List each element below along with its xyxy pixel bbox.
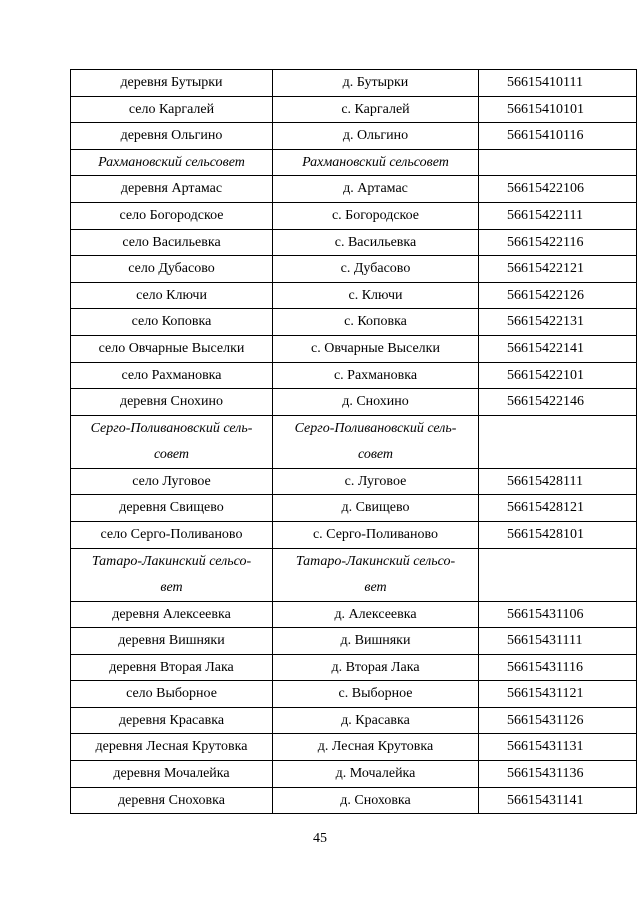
table-row (71, 601, 637, 628)
code-cell: 56615431116 (479, 654, 637, 681)
table-row (71, 787, 637, 814)
table-row (71, 256, 637, 283)
short-name-cell: д. Вишняки (273, 628, 479, 655)
table-row (71, 495, 637, 522)
table-row (71, 362, 637, 389)
cell-line: вет (364, 579, 387, 595)
council-name-cell (71, 415, 273, 468)
code-cell: 56615431131 (479, 734, 637, 761)
council-name-cell (71, 149, 273, 176)
code-cell: 56615422121 (479, 256, 637, 283)
code-cell: 56615410116 (479, 123, 637, 150)
full-name-cell: деревня Мочалейка (71, 761, 273, 788)
table-row (71, 96, 637, 123)
short-name-cell: с. Дубасово (273, 256, 479, 283)
short-name-cell: д. Артамас (273, 176, 479, 203)
short-name-cell: с. Рахмановка (273, 362, 479, 389)
code-cell: 56615431136 (479, 761, 637, 788)
full-name-cell: село Дубасово (71, 256, 273, 283)
short-name-cell: д. Ольгино (273, 123, 479, 150)
table-row (71, 70, 637, 97)
short-name-cell: д. Вторая Лака (273, 654, 479, 681)
table-row (71, 707, 637, 734)
cell-line: вет (160, 579, 183, 595)
short-name-cell: д. Алексеевка (273, 601, 479, 628)
full-name-cell: село Коповка (71, 309, 273, 336)
table-row (71, 389, 637, 416)
full-name-cell: деревня Красавка (71, 707, 273, 734)
short-name-cell: с. Овчарные Выселки (273, 335, 479, 362)
short-name-cell: д. Снохино (273, 389, 479, 416)
council-row (71, 149, 637, 176)
short-name-cell: д. Бутырки (273, 70, 479, 97)
cell-line: Серго-Поливановский сель- (90, 420, 253, 436)
table-row (71, 628, 637, 655)
council-name-cell (71, 548, 273, 601)
full-name-cell: село Ключи (71, 282, 273, 309)
table-row (71, 468, 637, 495)
short-name-cell: д. Сноховка (273, 787, 479, 814)
code-cell: 56615422131 (479, 309, 637, 336)
council-row (71, 415, 637, 468)
table-row (71, 734, 637, 761)
cell-line: Татаро-Лакинский сельсо- (91, 553, 252, 569)
code-cell: 56615422126 (479, 282, 637, 309)
code-cell: 56615431106 (479, 601, 637, 628)
cell-line: Рахмановский сельсовет (302, 154, 449, 170)
code-cell (479, 548, 637, 601)
full-name-cell: село Овчарные Выселки (71, 335, 273, 362)
full-name-cell: деревня Вишняки (71, 628, 273, 655)
short-name-cell: с. Выборное (273, 681, 479, 708)
code-cell: 56615428111 (479, 468, 637, 495)
full-name-cell: деревня Вторая Лака (71, 654, 273, 681)
table-row (71, 521, 637, 548)
table-row (71, 229, 637, 256)
code-cell: 56615422111 (479, 202, 637, 229)
table-row (71, 654, 637, 681)
code-cell: 56615428101 (479, 521, 637, 548)
short-name-cell: д. Красавка (273, 707, 479, 734)
cell-line: совет (357, 446, 394, 462)
full-name-cell: деревня Артамас (71, 176, 273, 203)
code-cell: 56615410111 (479, 70, 637, 97)
cell-line: Рахмановский сельсовет (98, 154, 245, 170)
table-row (71, 282, 637, 309)
full-name-cell: деревня Бутырки (71, 70, 273, 97)
short-name-cell: с. Луговое (273, 468, 479, 495)
council-short-cell (273, 415, 479, 468)
cell-line: Татаро-Лакинский сельсо- (295, 553, 456, 569)
full-name-cell: село Богородское (71, 202, 273, 229)
code-cell: 56615431126 (479, 707, 637, 734)
full-name-cell: деревня Лесная Крутовка (71, 734, 273, 761)
table-row (71, 309, 637, 336)
code-cell: 56615410101 (479, 96, 637, 123)
full-name-cell: деревня Сноховка (71, 787, 273, 814)
short-name-cell: с. Коповка (273, 309, 479, 336)
code-cell: 56615422116 (479, 229, 637, 256)
page-number: 45 (313, 831, 327, 846)
code-cell (479, 149, 637, 176)
table-row (71, 335, 637, 362)
full-name-cell: село Каргалей (71, 96, 273, 123)
full-name-cell: село Рахмановка (71, 362, 273, 389)
cell-line: совет (153, 446, 190, 462)
table-row (71, 681, 637, 708)
short-name-cell: д. Лесная Крутовка (273, 734, 479, 761)
code-cell: 56615431121 (479, 681, 637, 708)
short-name-cell: с. Васильевка (273, 229, 479, 256)
full-name-cell: село Выборное (71, 681, 273, 708)
council-row (71, 548, 637, 601)
cell-line: Серго-Поливановский сель- (294, 420, 457, 436)
settlements-table-body (71, 70, 637, 814)
code-cell: 56615422146 (479, 389, 637, 416)
code-cell: 56615428121 (479, 495, 637, 522)
full-name-cell: село Васильевка (71, 229, 273, 256)
council-short-cell (273, 548, 479, 601)
full-name-cell: село Луговое (71, 468, 273, 495)
full-name-cell: деревня Алексеевка (71, 601, 273, 628)
table-row (71, 123, 637, 150)
council-short-cell (273, 149, 479, 176)
code-cell (479, 415, 637, 468)
code-cell: 56615431111 (479, 628, 637, 655)
full-name-cell: деревня Снохино (71, 389, 273, 416)
short-name-cell: д. Мочалейка (273, 761, 479, 788)
full-name-cell: деревня Свищево (71, 495, 273, 522)
full-name-cell: село Серго-Поливаново (71, 521, 273, 548)
code-cell: 56615422101 (479, 362, 637, 389)
code-cell: 56615431141 (479, 787, 637, 814)
full-name-cell: деревня Ольгино (71, 123, 273, 150)
table-row (71, 202, 637, 229)
settlements-table (70, 69, 637, 814)
table-row (71, 176, 637, 203)
short-name-cell: с. Ключи (273, 282, 479, 309)
code-cell: 56615422106 (479, 176, 637, 203)
short-name-cell: с. Каргалей (273, 96, 479, 123)
short-name-cell: с. Богородское (273, 202, 479, 229)
code-cell: 56615422141 (479, 335, 637, 362)
table-row (71, 761, 637, 788)
short-name-cell: д. Свищево (273, 495, 479, 522)
short-name-cell: с. Серго-Поливаново (273, 521, 479, 548)
